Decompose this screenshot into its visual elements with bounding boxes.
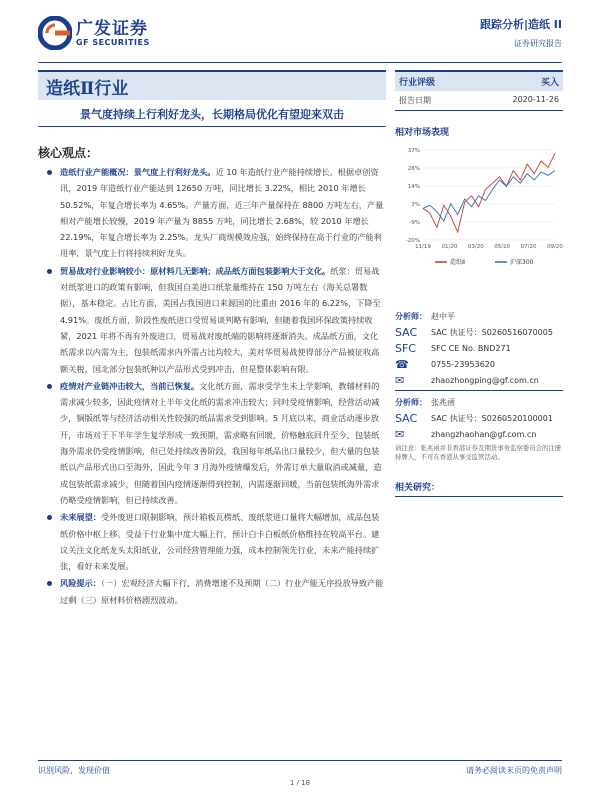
bullet-text: 近 10 年造纸行业产能持续增长。根据卓创资讯，2019 年造纸行业产能达到 12650 万吨，同比增长 3.22%，相比 2010 年增长 50.52%，年复合增长率为 4.65%。产量方面，近三年产量保持在 8800 万吨左右，产量相对产能增长较慢，2019 年产量为 8855 万吨，同比增长 2.68%，较 2010 年增长 22.19%，年复合增长率为 2.25%。龙头厂商规模效应强，始终保持在高于行业的产能利用率，景气度上行将持续利好龙头。 (60, 167, 384, 259)
sac-icon: SAC (395, 325, 418, 339)
page-title: 造纸Ⅱ行业 (46, 79, 129, 99)
related-research-heading: 相关研究： (395, 480, 563, 497)
date-row (395, 91, 563, 111)
analyst-row: 分析师： 张兆函 (395, 397, 455, 407)
bullet-head: 风险提示： (60, 578, 101, 589)
analyst-name: 赵中平 (431, 311, 455, 321)
x-tick-label: 11/19 (415, 244, 431, 250)
email-icon: ✉ (395, 373, 405, 387)
bullet-text: 受外废进口限制影响，预计箱板瓦楞纸、废纸浆进口量将大幅增加，成品包装纸价格中枢上移。受益于行业集中度大幅上行，预计白卡白板纸价格维持在较高平台。建议关注文化纸龙头太阳纸业，公司经营管理能力强，成本控制领先行业，未来产能持续扩张，看好未来发展。 (60, 512, 380, 572)
analyst-row (395, 372, 563, 388)
bullet-item (38, 509, 386, 574)
report-subtitle: 景气度持续上行利好龙头，长期格局优化有望迎来双击 (80, 108, 344, 121)
bullet-text: 文化纸方面，需求受学生未上学影响，教辅材料的需求减少较多，因此疫情对上半年文化纸的需求冲击较大；同时受疫情影响，经营活动减少，铜版纸等与经济活动相关性较强的纸品需求受到影响。5 月底以来，商业活动逐步放开，市场对于下半年学生复学形成一致预期，需求略有回暖，价格触底回升至今，包装纸海外需求仍受疫情影响，但已处持续改善阶段，我国每年纸品出口量较少，但大量的包装纸以产品形式出口至海外，因此今年 3 月海外疫情爆发后，外需订单大量取消或减量，造成包装纸需求减少，但随着国内疫情逐渐得到控制，内需逐渐回暖，当前包装纸海外需求仍略受疫情影响，但已持续改善。 (60, 380, 382, 505)
y-tick-label: 26% (407, 166, 420, 172)
x-tick-label: 03/20 (467, 244, 484, 250)
analyst-row (395, 426, 563, 442)
bullet-text: （一）宏观经济大幅下行，消费增速不及预期（二）行业产能无序投放导致产能过剩（三）原材料价格剧烈波动。 (60, 578, 384, 605)
y-tick-label: -20% (405, 238, 420, 244)
perf-title: 相对市场表现 (395, 128, 450, 138)
core-view-list (38, 164, 386, 609)
footer-divider (38, 760, 562, 761)
bullet-head: 未来展望： (60, 512, 101, 523)
x-tick-label: 09/20 (547, 244, 563, 250)
analyst-row: SAC SAC 执证号：S0260516070005 (395, 325, 553, 339)
bullet-item (38, 378, 386, 508)
analyst-row: 分析师： 赵中平 (395, 311, 455, 321)
y-tick-label: 14% (407, 184, 420, 190)
analyst-row: SAC SAC 执证号：S0260520100001 (395, 411, 553, 425)
footer-disclaimer[interactable]: 请务必阅读末页的免责声明 (466, 766, 562, 775)
date-value: 2020-11-26 (512, 95, 559, 104)
y-tick-label: -9% (409, 220, 420, 226)
analyst-row: ☎ 0755-23953620 (395, 357, 495, 371)
bullet-item (38, 263, 386, 377)
date-label: 报告日期 (399, 96, 431, 105)
analyst-name: 张兆函 (431, 397, 455, 407)
bullet-head: 贸易战对行业影响较小：原材料几无影响；成品纸方面包装影响大于文化。 (60, 265, 331, 276)
sac-icon: SAC (395, 411, 418, 425)
report-subtype: 证券研究报告 (514, 39, 562, 48)
y-tick-label: 3% (411, 202, 420, 208)
core-view-heading: 核心观点： (38, 146, 99, 160)
company-logo (38, 16, 150, 50)
legend-label: 造纸Ⅱ (450, 259, 465, 266)
rating-row (395, 70, 563, 91)
header-divider (38, 62, 562, 63)
x-tick-label: 07/20 (520, 244, 537, 250)
logo-chinese: 广发证券 (76, 18, 148, 39)
bullet-item (38, 575, 386, 608)
gf-logo-icon (38, 16, 72, 50)
analyst-email[interactable]: zhangzhaohan@gf.com.cn (431, 429, 537, 439)
x-tick-label: 05/20 (494, 244, 511, 250)
report-type: 跟踪分析|造纸 II (479, 18, 562, 31)
analyst-divider (395, 390, 563, 391)
bullet-head: 造纸行业产能概况：景气度上行利好龙头。 (60, 167, 216, 177)
logo-english: GF SECURITIES (76, 37, 150, 47)
analyst-row: SFC SFC CE No. BND271 (395, 341, 511, 355)
sidebar (395, 70, 563, 278)
relative-performance-chart (395, 144, 563, 274)
rating-label: 行业评级 (399, 78, 436, 88)
email-icon: ✉ (395, 427, 405, 441)
series-line (423, 171, 555, 222)
x-tick-label: 01/20 (441, 244, 458, 250)
legend-label: 沪深300 (510, 259, 534, 266)
bullet-text: 纸浆：贸易战对纸浆进口的政策有影响，但我国自美进口纸浆量维持在 150 万吨左右（海关总署数据），基本稳定。占比方面，美国占我国进口来源国的比重由 2016 年的 6.22%，下降至 4.91%。废纸方面，阶段性废纸进口受贸易谈判略有影响，但随着我国环保政策持续收紧，2021 年将不再有外废进口，贸易战对废纸端的影响将逐渐消失。成品纸方面，文化纸需求以内需为主，包装纸需求内外需占比均较大，美对华贸易战使得部分产品被征收高额关税，国北部分包装纸种以产品形式受到冲击，但是整体影响有限。 (60, 265, 381, 374)
y-tick-label: 37% (407, 148, 420, 154)
analyst-email[interactable]: zhaozhongping@gf.com.cn (431, 375, 539, 385)
footer-slogan: 识别风险，发现价值 (38, 766, 110, 775)
analyst-block (395, 308, 563, 462)
bullet-head: 疫情对产业链冲击较大，当前已恢复。 (60, 380, 200, 391)
title-banner (38, 70, 386, 100)
subtitle-divider (38, 126, 386, 127)
phone-icon: ☎ (395, 357, 409, 371)
page-number: 1 / 18 (289, 779, 311, 787)
rating-value: 买入 (540, 78, 559, 88)
analyst-note: 请注意：张兆函并非香港证券及期货事务监察委员会的注册持牌人，不可在香港从事受监管活动。 (395, 444, 562, 461)
bullet-item (38, 164, 386, 262)
sfc-icon: SFC (395, 341, 416, 355)
